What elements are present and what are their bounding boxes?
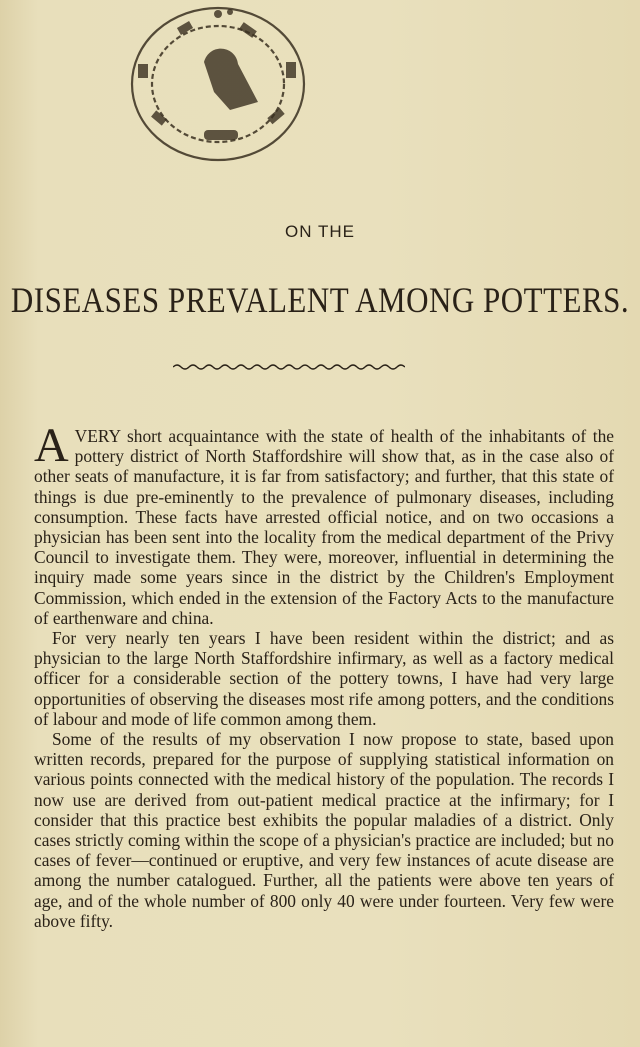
library-seal-icon xyxy=(118,2,318,182)
paragraph-1 xyxy=(34,419,614,628)
drop-cap: A xyxy=(34,419,69,472)
ornamental-divider xyxy=(173,363,405,371)
article-body xyxy=(34,419,614,931)
paragraph-1-text: VERY short acquaintance with the state of health of the inhabitants of the pottery district of North Staffordshire will show that, as in the case also of other seats of manufacture, it is far from satisfactory; and further, that this state of things is due pre-eminently to the prevalence of pulmonary diseases, including consumption. These facts have arrested official notice, and on two occasions a physician has been sent into the locality from the medical department of the Privy Council to investigate them. They were, moreover, influential in determining the inquiry made some years since in the district by the Children's Employment Commission, which ended in the extension of the Factory Acts to the manufacture of earthenware and china. xyxy=(34,426,614,628)
paragraph-2: For very nearly ten years I have been resident within the district; and as physician to the large North Staffordshire infirmary, as well as a factory medical officer for a considerable section of the pottery towns, I have had very large opportunities of observing the diseases most rife among potters, and the conditions of labour and mode of life common among them. xyxy=(34,628,614,729)
page-title: DISEASES PREVALENT AMONG POTTERS. xyxy=(10,280,630,321)
heading-on-the: ON THE xyxy=(285,222,355,241)
paragraph-3: Some of the results of my observation I now propose to state, based upon written records, prepared for the purpose of supplying statistical information on various points connected with the medical history of the population. The records I now use are derived from out-patient medical practice at the infirmary; for I consider that this practice best exhibits the popular maladies of a district. Only cases strictly coming within the scope of a physician's practice are included; but no cases of fever—continued or eruptive, and very few instances of acute disease are among the number catalogued. Further, all the patients were above ten years of age, and of the whole number of 800 only 40 were under fourteen. Very few were above fifty. xyxy=(34,729,614,931)
